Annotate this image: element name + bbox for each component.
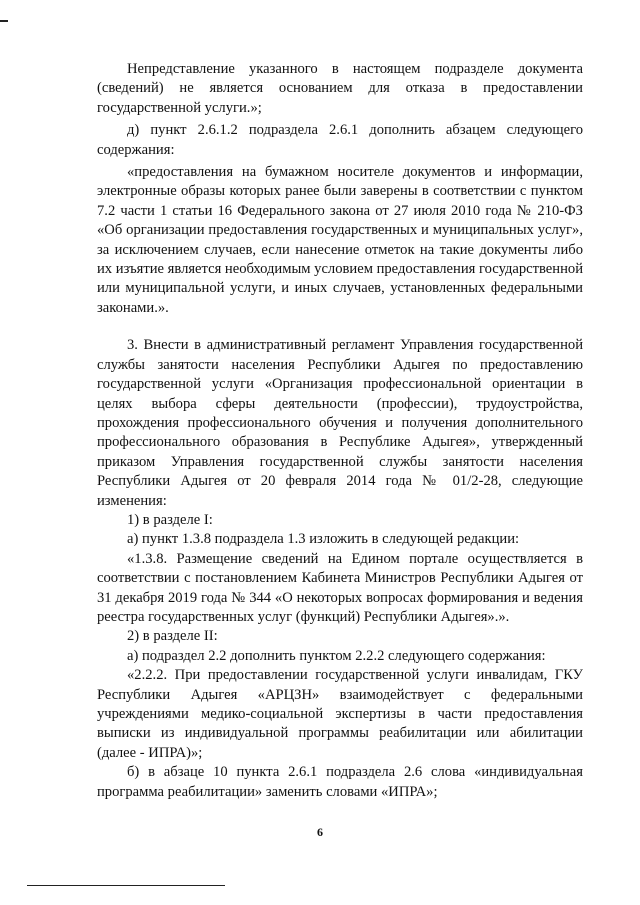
paragraph-quote-2-2-2: «2.2.2. При предоставлении государственной услуги инвалидам, ГКУ Республики Адыгея «АРЦЗН» взаимодействует с федеральными учреждениями медико-социальной экспертизы в части предоставления выписки из индивидуальной программы реабилитации или абилитации (далее - ИПРА)»; xyxy=(97,667,583,761)
paragraph-item-a-1: а) пункт 1.3.8 подраздела 1.3 изложить в следующей редакции: xyxy=(127,531,520,548)
footnote-rule xyxy=(27,885,225,886)
paragraph-item-b: б) в абзаце 10 пункта 2.6.1 подраздела 2.6 слова «индивидуальная программа реабилитации» заменить словами «ИПРА»; xyxy=(97,764,583,800)
paragraph-quote-1-3-8: «1.3.8. Размещение сведений на Едином портале осуществляется в соответствии с постановлением Кабинета Министров Республики Адыгея от 31 декабря 2019 года № 344 «О некоторых вопросах формирования и ведения реестра государственных услуг (функций) Республики Адыгея».». xyxy=(97,550,583,625)
paragraph-continuation: Непредставление указанного в настоящем подразделе документа (сведений) не является основанием для отказа в предоставлении государственной услуги.»; xyxy=(97,61,583,116)
paragraph-item-a-2: а) подраздел 2.2 дополнить пунктом 2.2.2 следующего содержания: xyxy=(127,647,546,664)
paragraph-section-3: 3. Внести в административный регламент Управления государственной службы занятости населения Республики Адыгея по предоставлению государственной услуги «Организация профессиональной ориентации в целях выбора сферы деятельности (профессии), трудоустройства, прохождения профессионального обучения и получения дополнительного профессионального образования в Республике Адыгея», утвержденный приказом Управления государственной службы занятости населения Республики Адыгея от 20 февраля 2014 года № 01/2-28, следующие изменения: xyxy=(97,337,583,509)
paragraph-quote-1: «предоставления на бумажном носителе документов и информации, электронные образы которых ранее были заверены в соответствии с пунктом 7.2 части 1 статьи 16 Федерального закона от 27 июля 2010 года № 210-ФЗ «Об организации предоставления государственных и муниципальных услуг», за исключением случаев, если нанесение отметок на такие документы либо их изъятие является необходимым условием предоставления государственной или муниципальной услуги, и иных случаев, установленных федеральными законами.». xyxy=(97,164,584,316)
paragraph-item-d: д) пункт 2.6.1.2 подраздела 2.6.1 дополнить абзацем следующего содержания: xyxy=(97,122,583,158)
document-body xyxy=(97,60,583,802)
page-number: 6 xyxy=(317,825,323,839)
paragraph-section-II: 2) в разделе II: xyxy=(127,628,218,645)
paragraph-section-I: 1) в разделе I: xyxy=(127,511,213,528)
margin-mark xyxy=(0,20,8,22)
